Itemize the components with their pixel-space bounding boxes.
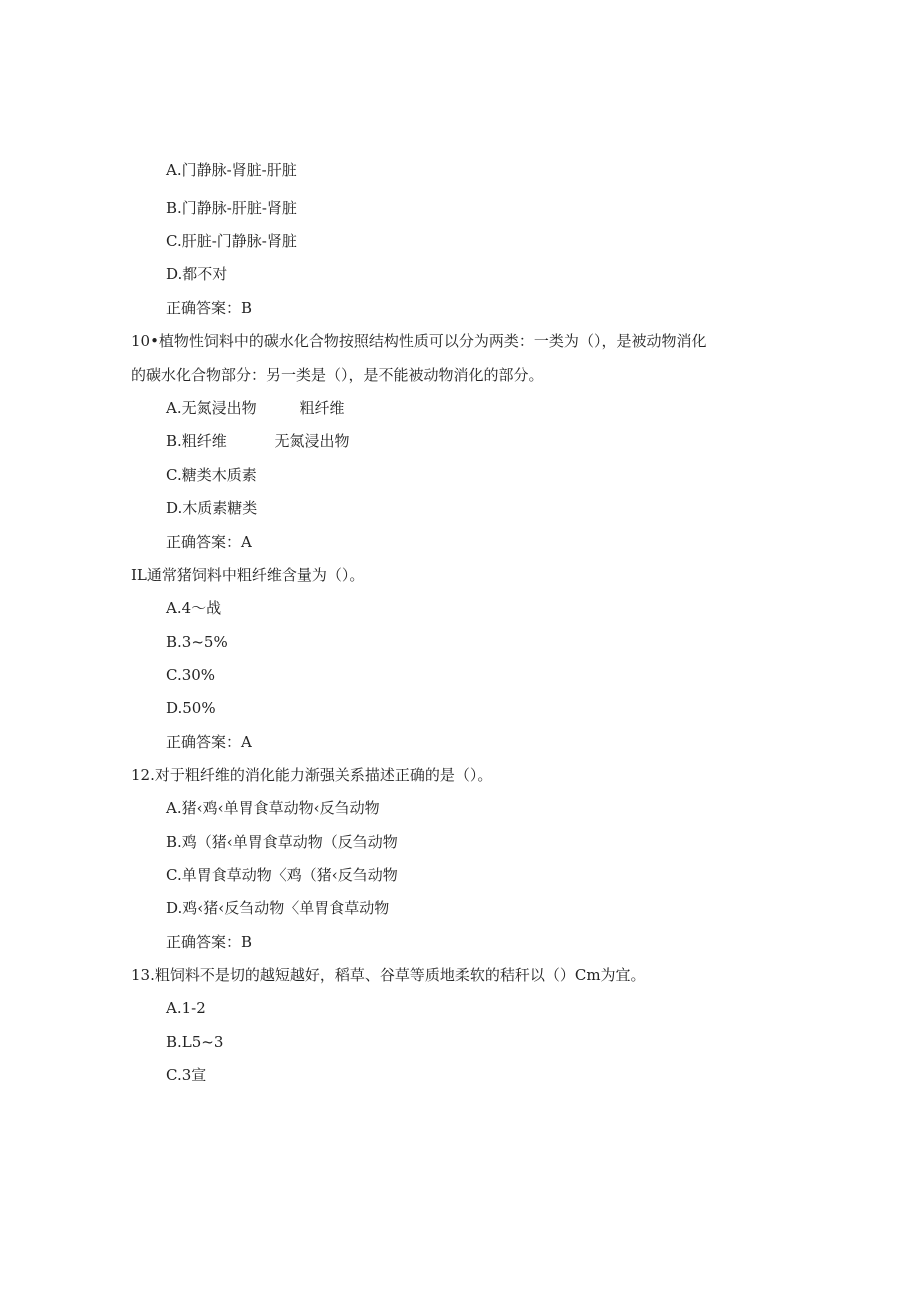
q11-option-d: D.50% — [166, 699, 216, 717]
q11-option-b: B.3~5% — [166, 633, 228, 651]
q13-option-b: B.L5~3 — [166, 1033, 224, 1051]
q10-option-a: A.无氮浸出物 粗纤维 — [166, 399, 345, 417]
q10-option-c: C.糖类木质素 — [166, 466, 257, 484]
q9-option-c: C.肝脏-门静脉-肾脏 — [166, 232, 297, 250]
q11-answer: 正确答案：A — [166, 733, 252, 751]
q9-option-d: D.都不对 — [166, 265, 228, 283]
q13-option-a: A.1-2 — [166, 999, 206, 1017]
q9-option-a: A.门静脉-肾脏-肝脏 — [166, 161, 297, 179]
q9-option-b: B.门静脉-肝脏-肾脏 — [166, 199, 297, 217]
q12-option-b: B.鸡（猪‹单胃食草动物（反刍动物 — [166, 833, 398, 851]
q12-text: 12.对于粗纤维的消化能力渐强关系描述正确的是（）。 — [131, 766, 493, 784]
q12-option-a: A.猪‹鸡‹单胃食草动物‹反刍动物 — [166, 799, 380, 817]
q11-text: IL通常猪饲料中粗纤维含量为（）。 — [131, 566, 365, 584]
q12-answer: 正确答案：B — [166, 933, 253, 951]
q13-option-c: C.3宣 — [166, 1066, 207, 1084]
q12-option-d: D.鸡‹猪‹反刍动物〈单胃食草动物 — [166, 899, 390, 917]
q11-option-a: A.4～战 — [166, 599, 222, 617]
q10-option-d: D.木质素糖类 — [166, 499, 258, 517]
q9-answer: 正确答案：B — [166, 299, 253, 317]
q10-text-line1: 10•植物性饲料中的碳水化合物按照结构性质可以分为两类：一类为（），是被动物消化 — [131, 332, 707, 350]
q13-text: 13.粗饲料不是切的越短越好，稻草、谷草等质地柔软的秸秆以（）Cm为宜。 — [131, 966, 646, 984]
q10-answer: 正确答案：A — [166, 533, 252, 551]
q10-option-b: B.粗纤维 无氮浸出物 — [166, 432, 350, 450]
q12-option-c: C.单胃食草动物〈鸡（猪‹反刍动物 — [166, 866, 398, 884]
q11-option-c: C.30% — [166, 666, 216, 684]
q10-text-line2: 的碳水化合物部分：另一类是（），是不能被动物消化的部分。 — [131, 366, 544, 384]
